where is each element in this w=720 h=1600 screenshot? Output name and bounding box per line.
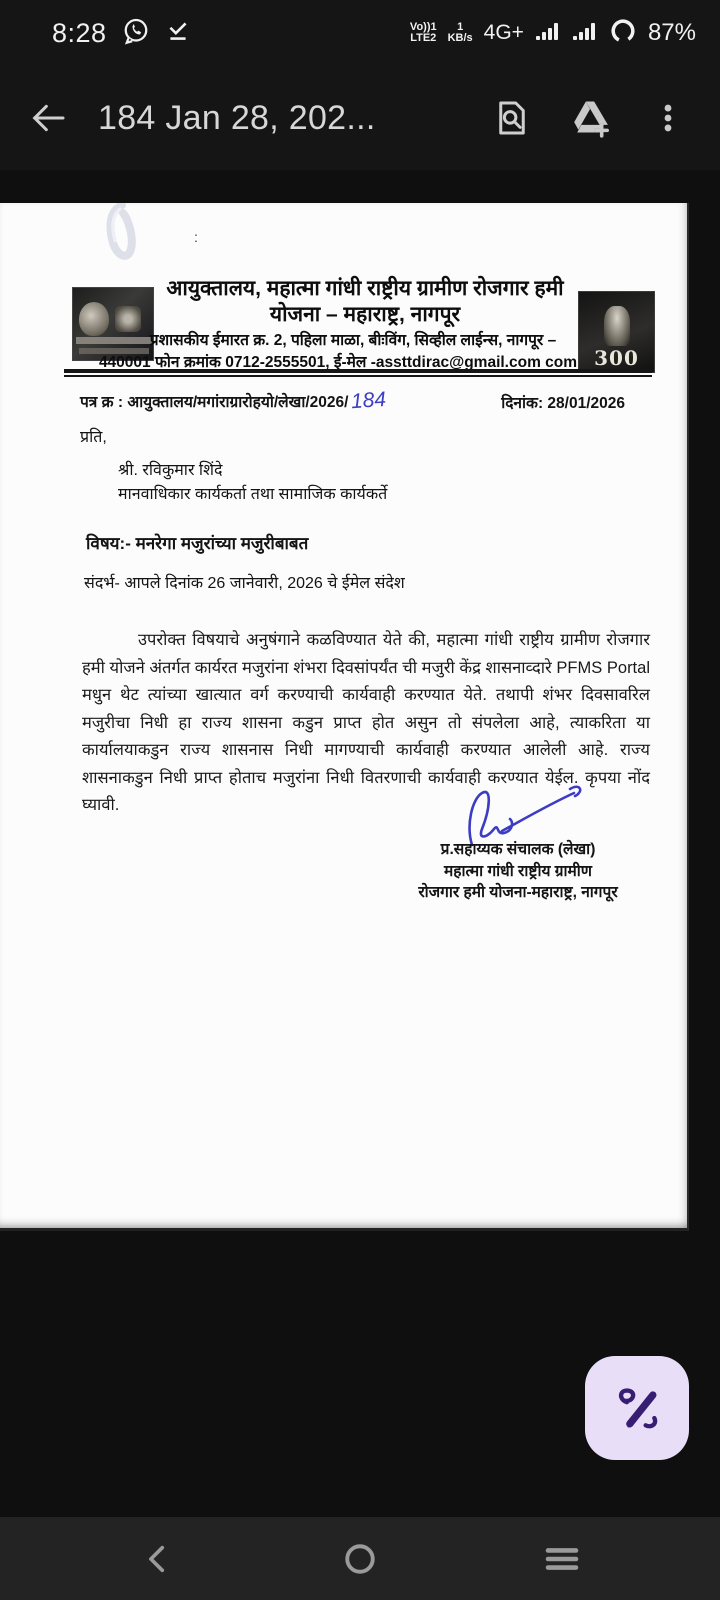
subject-line: विषय:- मनरेगा मजुरांच्या मजुरीबाबत (86, 534, 309, 553)
overflow-menu-button[interactable] (642, 92, 694, 144)
letterhead-address-line2: 440001 फोन क्रमांक 0712-2555501, ई-मेल -assttdirac@gmail.com com (98, 354, 578, 371)
document-page[interactable] (0, 203, 689, 1231)
letterhead-title-line2: योजना – महाराष्ट्र, नागपूर (269, 303, 461, 326)
whatsapp-notification-icon (121, 16, 151, 51)
page-title: 184 Jan 28, 202... (98, 98, 376, 137)
logo-number: 300 (594, 346, 639, 370)
volte-indicator: Vo))1 LTE2 (409, 21, 437, 44)
app-bar (0, 66, 720, 170)
data-saver-icon (609, 17, 637, 50)
paperclip-shadow (98, 203, 142, 274)
salutation: प्रति, (80, 429, 107, 446)
signal-bars-icon-sim2 (572, 19, 598, 48)
signal-bars-icon-sim1 (535, 19, 561, 48)
navigation-bar (0, 1517, 720, 1600)
signatory-block (392, 839, 644, 904)
lens-search-button[interactable] (486, 92, 538, 144)
charkha-300-logo (578, 291, 655, 373)
signatory-org-line2: रोजगार हमी योजना-महाराष्ट्र, नागपूर (418, 884, 618, 901)
nav-back-button[interactable] (128, 1529, 188, 1589)
status-bar (0, 0, 720, 66)
letterhead (98, 275, 578, 374)
letter-body: उपरोक्त विषयाचे अनुषंगाने कळविण्यात येते की, महात्मा गांधी राष्ट्रीय ग्रामीण रोजगार हमी योजने अंतर्गत कार्यरत मजुरांना शंभरा दिवसांपर्यंत ची मजुरी केंद्र शासनाव्दारे PFMS Portal मधुन थेट त्यांच्या खात्यात वर्ग करण्याची कार्यवाही करण्यात येते. तथापी शंभर दिवसावरिल मजुरीचा निधी हा राज्य शासना कडुन प्राप्त होत असुन तो संपलेला आहे, त्याकरिता या कार्यालयाकडुन राज्य शासनास निधी मागण्याची कार्यवाही करण्यात आलेली आहे. राज्य शासनाकडुन निधी प्राप्त होताच मजुरांना निधी वितरणाची कार्यवाही करण्यात येईल. कृपया नोंद घ्यावी. (82, 631, 650, 814)
letterhead-address-line1: प्रशासकीय ईमारत क्र. 2, पहिला माळा, बीःविंग, सिव्हील लाईन्स, नागपूर – (149, 332, 557, 349)
letterhead-title-line1: आयुक्तालय, महात्मा गांधी राष्ट्रीय ग्रामीण रोजगार हमी (166, 277, 564, 300)
nav-recents-button[interactable] (532, 1529, 592, 1589)
clock: 8:28 (52, 17, 107, 48)
network-type-label: 4G+ (483, 21, 524, 44)
network-speed-indicator: 1 KB/s (447, 21, 473, 44)
add-to-drive-button[interactable] (564, 92, 616, 144)
recipient-role: मानवाधिकार कार्यकर्ता तथा सामाजिक कार्यकर्ते (118, 486, 388, 503)
reference-line: संदर्भ- आपले दिनांक 26 जानेवारी, 2026 चे ईमेल संदेश (84, 575, 405, 592)
signatory-org-line1: महात्मा गांधी राष्ट्रीय ग्रामीण (443, 862, 593, 880)
recipient-name: श्री. रविकुमार शिंदे (118, 462, 223, 479)
markup-edit-fab[interactable] (585, 1356, 689, 1460)
download-done-icon (165, 18, 191, 49)
letter-ref-number: पत्र क्र : आयुक्तालय/मगांराग्रारोहयो/लेखा/2026/ (80, 394, 349, 411)
letterhead-divider (64, 369, 652, 377)
scan-artifact-mark: : (194, 229, 198, 245)
signatory-title: प्र.सहाय्यक संचालक (लेखा) (440, 841, 596, 858)
battery-percent: 87% (647, 19, 696, 46)
letter-date: दिनांक: 28/01/2026 (501, 395, 625, 412)
ref-number-handwritten: 184 (350, 387, 388, 414)
back-button[interactable] (20, 90, 76, 146)
nav-home-button[interactable] (330, 1529, 390, 1589)
